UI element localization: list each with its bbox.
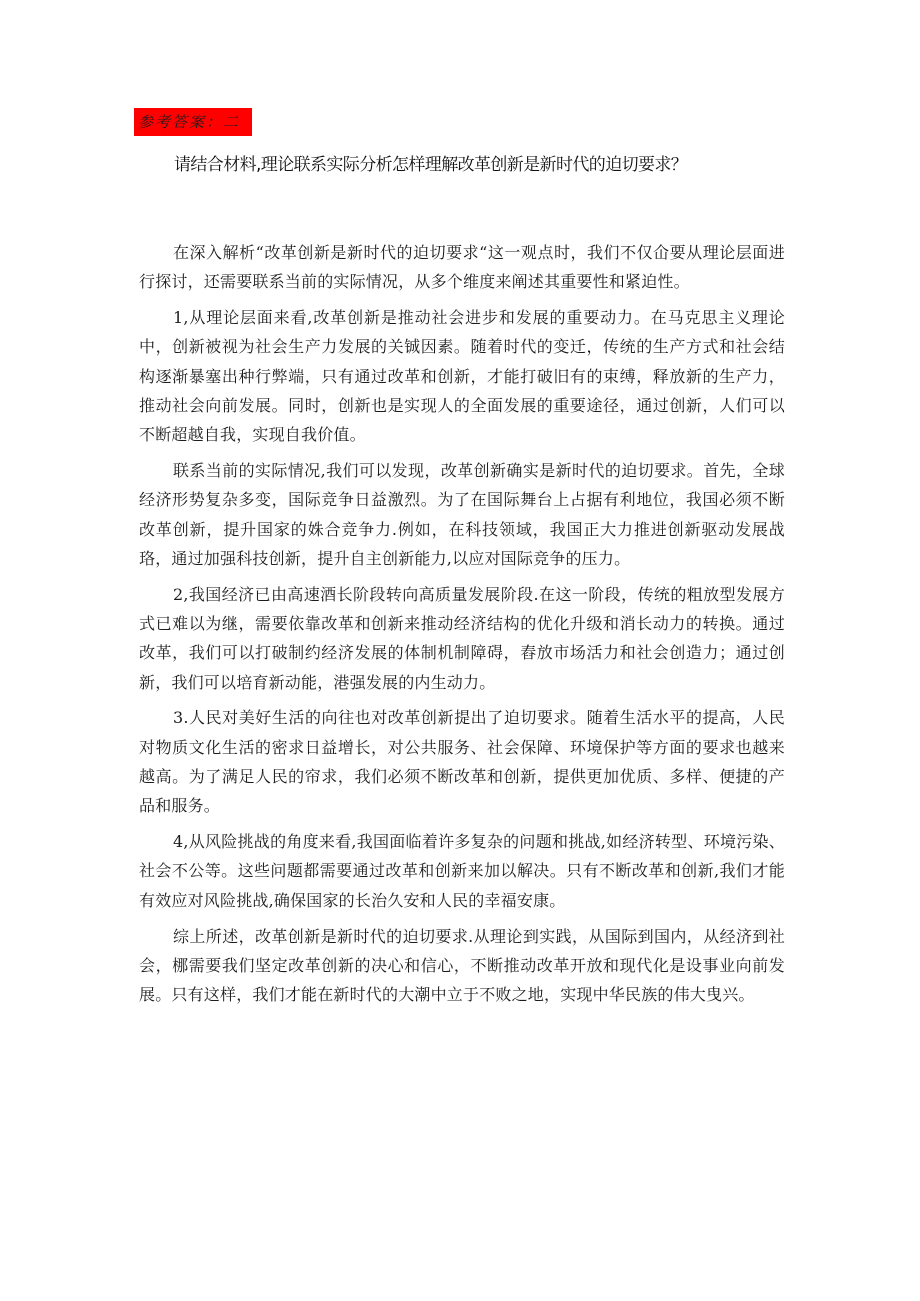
answer-badge: 参考答案：二: [134, 108, 252, 136]
paragraph-people: 3.人民对美好生活的向往也对改革创新提出了迫切要求。随着生活水平的提高，人民对物质文化生活的密求日益增长，对公共服务、社会保障、环境保护等方面的要求也越来越高。为了满足人民的帘求，我们必须不断改革和创新，提供更加优质、多样、便捷的产品和服务。: [139, 708, 785, 816]
paragraph-reality: 联系当前的实际情况,我们可以发现，改革创新确实是新时代的迫切要求。首先，全球经济形势复杂多变，国际竞争日益激烈。为了在国际舞台上占据有利地位，我国必须不断改革创新，提升国家的姝合竞争力.例如，在科技领域，我国正大力推进创新驱动发展战珞，通过加强科技创新，提升自主创新能力,以应对国际竞争的压力。: [139, 461, 785, 568]
question-heading: 请结合材料,理论联系实际分析怎样理解改革创新是新时代的迫切要求？: [174, 155, 688, 175]
paragraph-intro: 在深入解析“改革创新是新时代的迫切要求“这一观点时，我们不仅仚要从理论层面进行探讨，还需要联系当前的实际情况，从多个维度来阐述其重要性和紧迫性。: [139, 243, 785, 292]
paragraph-economy: 2,我国经济已由高速酒长阶段转向高质量发展阶段.在这一阶段，传统的粗放型发展方式已难以为继，需要依靠改革和创新来推动经济结构的优化升级和消长动力的转换。通过改革，我们可以打破制约经济发展的体制机制障碍，舂放市场活力和社会创造力；通过创新，我们可以培育新动能，港强发展的内生动力。: [139, 584, 785, 692]
paragraph-theory: 1,从理论层面来看,改革创新是推动社会进步和发展的重要动力。在马克思主义理论中，创新被视为社会生产力发展的关铖因素。随着时代的变迁，传统的生产方式和社会结构逐渐暴塞出种行弊端，只有通过改革和创新，才能打破旧有的束缚，释放新的生产力，推动社会向前发展。同时，创新也是实现人的全面发展的重要途径，通过创新，人们可以不断超越自我，实现自我价值。: [139, 308, 785, 445]
paragraph-risk: 4,从风险挑战的角度来看,我国面临着许多复杂的问题和挑战,如经济转型、环境污染、社会不公等。这些问题都需要通过改革和创新来加以解决。只有不断改革和创新,我们才能有效应对风险挑战,确保国家的长治久安和人民的幸福安康。: [139, 832, 785, 910]
answer-body: [139, 238, 785, 1016]
paragraph-conclusion: 综上所述，改革创新是新时代的迫切要求.从理论到实践，从国际到国内，从经济到社会，梛需要我们坚定改革创新的决心和信心，不断推动改革开放和现代化是设事业向前发展。只有这样，我们才能在新时代的大潮中立于不败之地，实现中华民族的伟大曳兴。: [139, 926, 785, 1005]
